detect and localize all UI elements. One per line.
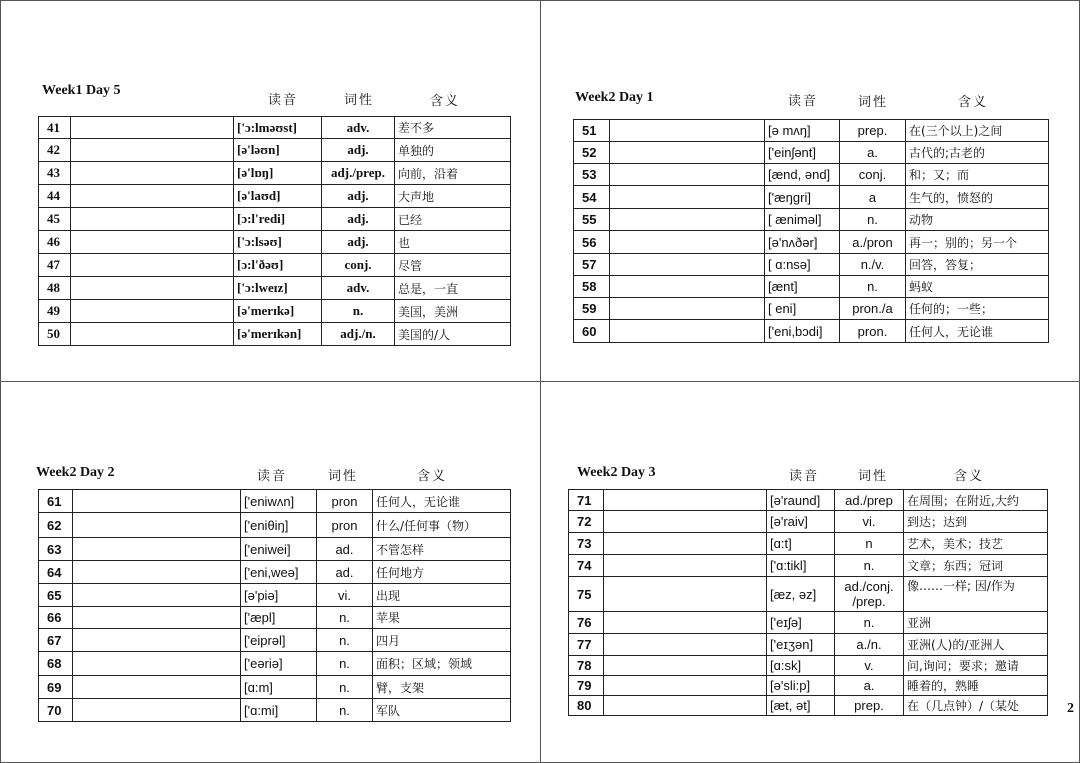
word-meaning: 单独的 [395, 139, 511, 162]
word-pronunciation: [ ɑ:nsə] [765, 254, 840, 276]
header-part-of-speech: 词性 [858, 469, 889, 484]
word-part-of-speech: a./n. [835, 634, 904, 656]
word-number: 72 [569, 511, 604, 533]
word-meaning: 已经 [395, 208, 511, 231]
word-part-of-speech: adj. [322, 185, 395, 208]
word-pronunciation: [ə'merɪkə] [234, 300, 322, 323]
table-row [574, 254, 1049, 276]
word-blank-cell [610, 298, 765, 320]
word-meaning: 回答，答复； [906, 254, 1049, 276]
word-meaning: 面积；区域；领域 [373, 652, 511, 676]
word-pronunciation: [ə'laʊd] [234, 185, 322, 208]
word-meaning: 臂，支架 [373, 676, 511, 699]
word-number: 68 [39, 652, 73, 676]
horizontal-divider [0, 381, 1080, 382]
table-row [39, 513, 511, 538]
word-meaning: 总是，一直 [395, 277, 511, 300]
table-row [39, 607, 511, 629]
table-row [569, 656, 1048, 676]
word-pronunciation: [ə'ləʊn] [234, 139, 322, 162]
table-row [569, 634, 1048, 656]
header-part-of-speech: 词性 [328, 469, 359, 484]
header-pronunciation: 读音 [788, 94, 819, 109]
word-part-of-speech: prep. [835, 696, 904, 716]
word-pronunciation: [ɔ:l'redi] [234, 208, 322, 231]
word-part-of-speech: adj./n. [322, 323, 395, 346]
table-row [39, 300, 511, 323]
word-blank-cell [73, 699, 241, 722]
vocab-table [573, 119, 1049, 343]
word-pronunciation: ['eɪʃə] [767, 612, 835, 634]
word-blank-cell [604, 612, 767, 634]
word-part-of-speech: n. [317, 699, 373, 722]
word-part-of-speech: adv. [322, 117, 395, 139]
table-row [39, 162, 511, 185]
word-blank-cell [73, 490, 241, 513]
word-pronunciation: ['æpl] [241, 607, 317, 629]
word-part-of-speech: adj./prep. [322, 162, 395, 185]
word-number: 78 [569, 656, 604, 676]
header-meaning: 含义 [417, 469, 448, 484]
word-part-of-speech: ad. [317, 561, 373, 584]
word-blank-cell [604, 634, 767, 656]
word-blank-cell [604, 555, 767, 577]
word-number: 53 [574, 164, 610, 186]
word-blank-cell [73, 561, 241, 584]
table-row [574, 142, 1049, 164]
word-blank-cell [71, 231, 234, 254]
word-meaning: 美国，美洲 [395, 300, 511, 323]
table-row [569, 555, 1048, 577]
table-row [39, 699, 511, 722]
table-row [574, 231, 1049, 254]
table-row [574, 276, 1049, 298]
word-pronunciation: ['ɑ:tikl] [767, 555, 835, 577]
table-row [574, 120, 1049, 142]
table-row [39, 652, 511, 676]
word-pronunciation: [ɑ:t] [767, 533, 835, 555]
word-number: 47 [39, 254, 71, 277]
word-meaning: 什么/任何事（物） [373, 513, 511, 538]
word-number: 69 [39, 676, 73, 699]
word-pronunciation: ['eni,bɔdi] [765, 320, 840, 343]
header-meaning: 含义 [954, 469, 985, 484]
word-number: 74 [569, 555, 604, 577]
word-part-of-speech: adj. [322, 208, 395, 231]
section-title: Week2 Day 2 [36, 465, 115, 480]
word-number: 73 [569, 533, 604, 555]
table-row [569, 577, 1048, 612]
word-meaning: 蚂蚁 [906, 276, 1049, 298]
word-blank-cell [610, 320, 765, 343]
word-number: 57 [574, 254, 610, 276]
word-blank-cell [71, 185, 234, 208]
word-pronunciation: ['eiprəl] [241, 629, 317, 652]
section-title: Week2 Day 1 [575, 90, 654, 105]
word-meaning: 差不多 [395, 117, 511, 139]
word-part-of-speech: vi. [317, 584, 373, 607]
word-blank-cell [73, 629, 241, 652]
word-number: 80 [569, 696, 604, 716]
word-meaning: 到达；达到 [904, 511, 1048, 533]
word-number: 49 [39, 300, 71, 323]
word-pronunciation: [ɑ:sk] [767, 656, 835, 676]
word-number: 79 [569, 676, 604, 696]
word-meaning: 在(三个以上)之间 [906, 120, 1049, 142]
word-number: 66 [39, 607, 73, 629]
word-number: 62 [39, 513, 73, 538]
table-row [569, 612, 1048, 634]
table-row [39, 538, 511, 561]
table-row [39, 185, 511, 208]
word-blank-cell [71, 277, 234, 300]
table-row [574, 298, 1049, 320]
word-part-of-speech: a. [840, 142, 906, 164]
word-meaning: 苹果 [373, 607, 511, 629]
word-number: 71 [569, 490, 604, 511]
word-part-of-speech: a./pron [840, 231, 906, 254]
word-part-of-speech: adj. [322, 139, 395, 162]
word-blank-cell [71, 254, 234, 277]
table-row [39, 323, 511, 346]
word-blank-cell [610, 209, 765, 231]
table-row [569, 511, 1048, 533]
word-meaning: 大声地 [395, 185, 511, 208]
word-pronunciation: [ə'merɪkən] [234, 323, 322, 346]
word-meaning: 亚洲(人)的/亚洲人 [904, 634, 1048, 656]
table-row [39, 561, 511, 584]
word-pronunciation: ['ɔ:lməʊst] [234, 117, 322, 139]
word-pronunciation: [ə'sli:p] [767, 676, 835, 696]
word-number: 56 [574, 231, 610, 254]
word-number: 51 [574, 120, 610, 142]
word-blank-cell [71, 117, 234, 139]
section-title: Week2 Day 3 [577, 465, 656, 480]
word-meaning: 任何的；一些； [906, 298, 1049, 320]
table-row [39, 254, 511, 277]
word-number: 50 [39, 323, 71, 346]
word-pronunciation: [ɑ:m] [241, 676, 317, 699]
word-pronunciation: [ænt] [765, 276, 840, 298]
word-number: 60 [574, 320, 610, 343]
word-part-of-speech: n. [840, 276, 906, 298]
word-meaning: 亚洲 [904, 612, 1048, 634]
word-blank-cell [604, 656, 767, 676]
header-meaning: 含义 [958, 95, 989, 110]
word-pronunciation: ['eniwʌn] [241, 490, 317, 513]
word-number: 76 [569, 612, 604, 634]
word-part-of-speech: conj. [840, 164, 906, 186]
word-number: 67 [39, 629, 73, 652]
word-part-of-speech: n./v. [840, 254, 906, 276]
word-blank-cell [610, 120, 765, 142]
word-pronunciation: ['eniθiŋ] [241, 513, 317, 538]
word-pronunciation: [ eni] [765, 298, 840, 320]
word-number: 65 [39, 584, 73, 607]
table-row [39, 231, 511, 254]
word-blank-cell [71, 323, 234, 346]
word-meaning: 四月 [373, 629, 511, 652]
word-blank-cell [73, 538, 241, 561]
word-part-of-speech: n. [835, 555, 904, 577]
word-blank-cell [73, 513, 241, 538]
word-meaning: 也 [395, 231, 511, 254]
word-part-of-speech: pron. [840, 320, 906, 343]
word-number: 46 [39, 231, 71, 254]
word-part-of-speech: n. [317, 676, 373, 699]
word-number: 58 [574, 276, 610, 298]
word-meaning: 艺术，美术；技艺 [904, 533, 1048, 555]
word-blank-cell [71, 162, 234, 185]
word-blank-cell [71, 139, 234, 162]
word-pronunciation: [ə'raiv] [767, 511, 835, 533]
word-part-of-speech: n. [317, 652, 373, 676]
word-blank-cell [610, 142, 765, 164]
table-row [39, 139, 511, 162]
table-row [39, 584, 511, 607]
word-pronunciation: [ænd, ənd] [765, 164, 840, 186]
word-part-of-speech: ad. [317, 538, 373, 561]
word-blank-cell [604, 676, 767, 696]
word-part-of-speech: n. [840, 209, 906, 231]
word-pronunciation: [ə'piə] [241, 584, 317, 607]
word-blank-cell [604, 490, 767, 511]
word-meaning: 出现 [373, 584, 511, 607]
word-blank-cell [71, 208, 234, 231]
word-meaning: 美国的/人 [395, 323, 511, 346]
word-blank-cell [604, 533, 767, 555]
word-pronunciation: ['æŋgri] [765, 186, 840, 209]
word-pronunciation: [ə mʌŋ] [765, 120, 840, 142]
word-pronunciation: ['einʃənt] [765, 142, 840, 164]
word-part-of-speech: vi. [835, 511, 904, 533]
table-row [574, 209, 1049, 231]
word-pronunciation: ['eəriə] [241, 652, 317, 676]
table-row [574, 320, 1049, 343]
word-blank-cell [71, 300, 234, 323]
word-meaning: 动物 [906, 209, 1049, 231]
table-row [39, 490, 511, 513]
word-pronunciation: ['eniwei] [241, 538, 317, 561]
word-number: 42 [39, 139, 71, 162]
word-part-of-speech: a. [835, 676, 904, 696]
word-meaning: 古代的;古老的 [906, 142, 1049, 164]
table-row [39, 277, 511, 300]
word-part-of-speech: adj. [322, 231, 395, 254]
word-part-of-speech: conj. [322, 254, 395, 277]
word-meaning: 任何地方 [373, 561, 511, 584]
header-pronunciation: 读音 [257, 469, 288, 484]
word-number: 70 [39, 699, 73, 722]
word-part-of-speech: n. [835, 612, 904, 634]
word-part-of-speech: n. [317, 629, 373, 652]
word-blank-cell [73, 584, 241, 607]
word-number: 63 [39, 538, 73, 561]
word-meaning: 任何人，无论谁 [906, 320, 1049, 343]
word-meaning: 文章；东西；冠词 [904, 555, 1048, 577]
word-part-of-speech: ad./prep [835, 490, 904, 511]
word-pronunciation: [ə'raund] [767, 490, 835, 511]
word-part-of-speech: pron [317, 490, 373, 513]
word-meaning: 任何人，无论谁 [373, 490, 511, 513]
word-meaning: 再一；别的；另一个 [906, 231, 1049, 254]
table-row [574, 164, 1049, 186]
word-part-of-speech: pron./a [840, 298, 906, 320]
table-row [39, 117, 511, 139]
word-meaning: 和；又；而 [906, 164, 1049, 186]
table-row [569, 490, 1048, 511]
word-number: 48 [39, 277, 71, 300]
word-blank-cell [610, 231, 765, 254]
word-blank-cell [610, 254, 765, 276]
word-pronunciation: [ə'lɒŋ] [234, 162, 322, 185]
word-part-of-speech: n [835, 533, 904, 555]
word-pronunciation: ['ɔ:lsəʊ] [234, 231, 322, 254]
word-number: 75 [569, 577, 604, 612]
word-blank-cell [73, 676, 241, 699]
word-meaning: 不管怎样 [373, 538, 511, 561]
vocab-table [38, 489, 511, 722]
word-number: 45 [39, 208, 71, 231]
word-part-of-speech: n. [322, 300, 395, 323]
word-pronunciation: ['ɑ:mi] [241, 699, 317, 722]
vocab-table [568, 489, 1048, 716]
word-number: 43 [39, 162, 71, 185]
word-blank-cell [604, 696, 767, 716]
header-meaning: 含义 [430, 94, 461, 109]
word-pronunciation: [æt, ət] [767, 696, 835, 716]
section-title: Week1 Day 5 [42, 83, 121, 98]
word-part-of-speech: v. [835, 656, 904, 676]
word-part-of-speech: n. [317, 607, 373, 629]
word-meaning: 在周围；在附近,大约 [904, 490, 1048, 511]
word-part-of-speech: ad./conj. /prep. [835, 577, 904, 612]
table-row [39, 208, 511, 231]
word-number: 59 [574, 298, 610, 320]
word-blank-cell [610, 186, 765, 209]
word-meaning: 尽管 [395, 254, 511, 277]
word-number: 55 [574, 209, 610, 231]
table-row [569, 696, 1048, 716]
table-row [39, 676, 511, 699]
vocab-table [38, 116, 511, 346]
word-meaning: 在（几点钟）/（某处 [904, 696, 1048, 716]
header-part-of-speech: 词性 [344, 93, 375, 108]
word-meaning: 向前，沿着 [395, 162, 511, 185]
word-blank-cell [604, 511, 767, 533]
word-blank-cell [73, 607, 241, 629]
word-part-of-speech: pron [317, 513, 373, 538]
word-pronunciation: ['eni,weə] [241, 561, 317, 584]
word-pronunciation: [ə'nʌðər] [765, 231, 840, 254]
header-part-of-speech: 词性 [858, 95, 889, 110]
word-part-of-speech: adv. [322, 277, 395, 300]
word-meaning: 睡着的，熟睡 [904, 676, 1048, 696]
word-blank-cell [610, 164, 765, 186]
word-pronunciation: [ ænimәl] [765, 209, 840, 231]
word-blank-cell [604, 577, 767, 612]
header-pronunciation: 读音 [789, 469, 820, 484]
table-row [569, 676, 1048, 696]
page-number: 2 [1067, 701, 1074, 716]
word-number: 77 [569, 634, 604, 656]
word-pronunciation: ['eɪʒən] [767, 634, 835, 656]
word-meaning: 军队 [373, 699, 511, 722]
word-part-of-speech: a [840, 186, 906, 209]
table-row [569, 533, 1048, 555]
word-number: 61 [39, 490, 73, 513]
word-meaning: 问,询问；要求；邀请 [904, 656, 1048, 676]
word-meaning: 生气的，愤怒的 [906, 186, 1049, 209]
word-blank-cell [73, 652, 241, 676]
word-pronunciation: [ɔ:l'ðəʊ] [234, 254, 322, 277]
word-blank-cell [610, 276, 765, 298]
word-number: 64 [39, 561, 73, 584]
word-meaning: 像……一样; 因/作为 [904, 577, 1048, 612]
word-number: 52 [574, 142, 610, 164]
header-pronunciation: 读音 [268, 93, 299, 108]
word-number: 44 [39, 185, 71, 208]
word-pronunciation: ['ɔ:lweɪz] [234, 277, 322, 300]
word-number: 54 [574, 186, 610, 209]
word-pronunciation: [æz, əz] [767, 577, 835, 612]
table-row [574, 186, 1049, 209]
table-row [39, 629, 511, 652]
word-number: 41 [39, 117, 71, 139]
word-part-of-speech: prep. [840, 120, 906, 142]
